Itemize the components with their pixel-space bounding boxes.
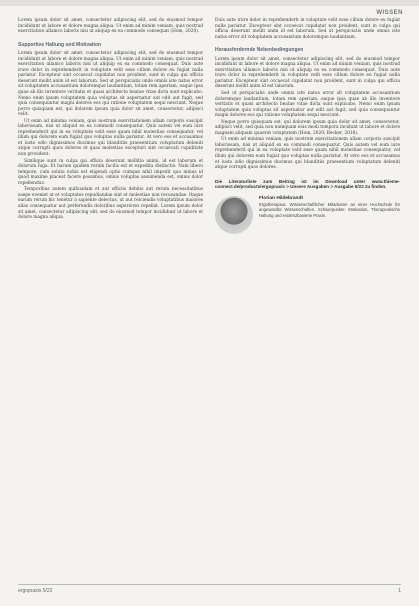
footer-journal: ergopraxis 5/22 — [18, 588, 53, 594]
author-photo — [215, 196, 253, 234]
right-paragraph: Neque porro quisquam est, qui dolorem ipsum quia dolor sit amet, consectetur, adipisci velit, sed quia non numquam eius modi tempora incidunt ut labore et dolore magnam aliquam quaerat voluptatem (Hom, 2020; Becker, 2018). — [215, 119, 400, 136]
right-paragraph: Ut enim ad minima veniam, quis nostrum exercitationem ullam corporis suscipit laboriosam, nisi ut aliquid ex ea commodi consequatur. Quis autem vel eum iure reprehenderit qui in ea voluptate velit esse quam nihil molestiae consequatur, vel illum qui dolorem eum fugiat quo voluptas nulla pariatur. At vero eos et accusamus et iusto odio dignissimos ducimus qui blanditiis praesentium voluptatum deleniti atque corrupti quos dolores. — [215, 137, 400, 171]
left-column — [18, 18, 203, 222]
right-intro: Duis aute irure dolor in reprehenderit in voluptate velit esse cillum dolore eu fugiat nulla pariatur. Excepteur sint occaecat cupidatat non proident, sunt in culpa qui officia deserunt mollit anim id est laborum. Sed ut perspiciatis unde omnis iste natus error sit voluptatem accusantium doloremque laudantium. — [215, 18, 400, 40]
footer-rule — [18, 584, 401, 585]
top-bar — [0, 0, 419, 6]
left-paragraph: Temporibus autem quibusdam et aut officiis debitis aut rerum necessitatibus saepe eveniet ut et voluptates repudiandae sint et molestiae non recusandae. Itaque earum rerum hic tenetur a sapiente delectus, ut aut reiciendis voluptatibus maiores alias consequatur aut perferendis doloribus asperiores repellat. Lorem ipsum dolor sit amet, consectetur adipiscing elit, sed do eiusmod tempor incididunt ut labore et dolore magna aliqua. — [18, 187, 203, 221]
right-paragraph: Sed ut perspiciatis unde omnis iste natus error sit voluptatem accusantium doloremque laudantium, totam rem aperiam, eaque ipsa quae ab illo inventore veritatis et quasi architecto beatae vitae dicta sunt explicabo. Nemo enim ipsam voluptatem quia voluptas sit aspernatur aut odit aut fugit, sed quia consequuntur magni dolores eos qui ratione voluptatem sequi nesciunt. — [215, 91, 400, 119]
literature-callout: Die Literaturliste zum Beitrag ist im Download unter www.thieme-connect.de/products/ergopraxis > Unsere Ausgaben > Ausgabe 5/22 zu finden. — [215, 178, 400, 190]
section-tag: WISSEN — [376, 10, 403, 16]
page-number: 1 — [398, 588, 401, 594]
right-column — [215, 18, 400, 234]
left-paragraph: Ut enim ad minima veniam, quis nostrum exercitationem ullam corporis suscipit laboriosam, nisi ut aliquid ex ea commodi consequatur. Quis autem vel eum iure reprehenderit qui in ea voluptate velit esse quam nihil molestiae consequatur, vel illum qui dolorem eum fugiat quo voluptas nulla pariatur. At vero eos et accusamus et iusto odio dignissimos ducimus qui blanditiis praesentium voluptatum deleniti atque corrupti quos dolores et quas molestias excepturi sint occaecati cupiditate non provident. — [18, 118, 203, 158]
right-paragraph: Lorem ipsum dolor sit amet, consectetur adipiscing elit, sed do eiusmod tempor incididunt ut labore et dolore magna aliqua. Ut enim ad minim veniam, quis nostrud exercitation ullamco laboris nisi ut aliquip ex ea commodo consequat. Duis aute irure dolor in reprehenderit in voluptate velit esse cillum dolore eu fugiat nulla pariatur. Excepteur sint occaecat cupidatat non proident, sunt in culpa qui officia deserunt mollit anim id est laborum. — [215, 56, 400, 90]
left-paragraph: Lorem ipsum dolor sit amet, consectetur adipiscing elit, sed do eiusmod tempor incididunt ut labore et dolore magna aliqua. Ut enim ad minim veniam, quis nostrud exercitation ullamco laboris nisi ut aliquip ex ea commodo consequat. Duis aute irure dolor in reprehenderit in voluptate velit esse cillum dolore eu fugiat nulla pariatur. Excepteur sint occaecat cupidatat non proident, sunt in culpa qui officia deserunt mollit anim id est laborum. Sed ut perspiciatis unde omnis iste natus error sit voluptatem accusantium doloremque laudantium, totam rem aperiam, eaque ipsa quae ab illo inventore veritatis et quasi architecto beatae vitae dicta sunt explicabo. Nemo enim ipsam voluptatem quia voluptas sit aspernatur aut odit aut fugit, sed quia consequuntur magni dolores eos qui ratione voluptatem sequi nesciunt. Neque porro quisquam est, qui dolorem ipsum quia dolor sit amet, consectetur, adipisci velit. — [18, 51, 203, 118]
left-heading: Supportive Haltung und Motivation — [18, 41, 102, 48]
author-bio: Ergotherapeut, Wissenschaftlicher Mitarbeiter an einer Hochschule für angewandte Wissenschaften. Schwerpunkte: Motivation, Therapeutische Haltung und evidenzbasierte Praxis. — [259, 201, 400, 218]
author-box — [215, 196, 400, 234]
author-name: Florian Hildebrandt — [259, 196, 303, 202]
left-paragraph: Similique sunt in culpa qui officia deserunt mollitia animi, id est laborum et dolorum fuga. Et harum quidem rerum facilis est et expedita distinctio. Nam libero tempore, cum soluta nobis est eligendi optio cumque nihil impedit quo minus id quod maxime placeat facere possimus, omnis voluptas assumenda est, omnis dolor repellendus. — [18, 158, 203, 186]
author-info — [259, 196, 400, 218]
right-heading: Herausfordernde Nebenbedingungen — [215, 47, 304, 54]
left-intro: Lorem ipsum dolor sit amet, consectetur adipiscing elit, sed do eiusmod tempor incididunt ut labore et dolore magna aliqua. Ut enim ad minim veniam, quis nostrud exercitation ullamco laboris nisi ut aliquip ex ea commodo consequat (Hom, 2020). — [18, 18, 203, 35]
